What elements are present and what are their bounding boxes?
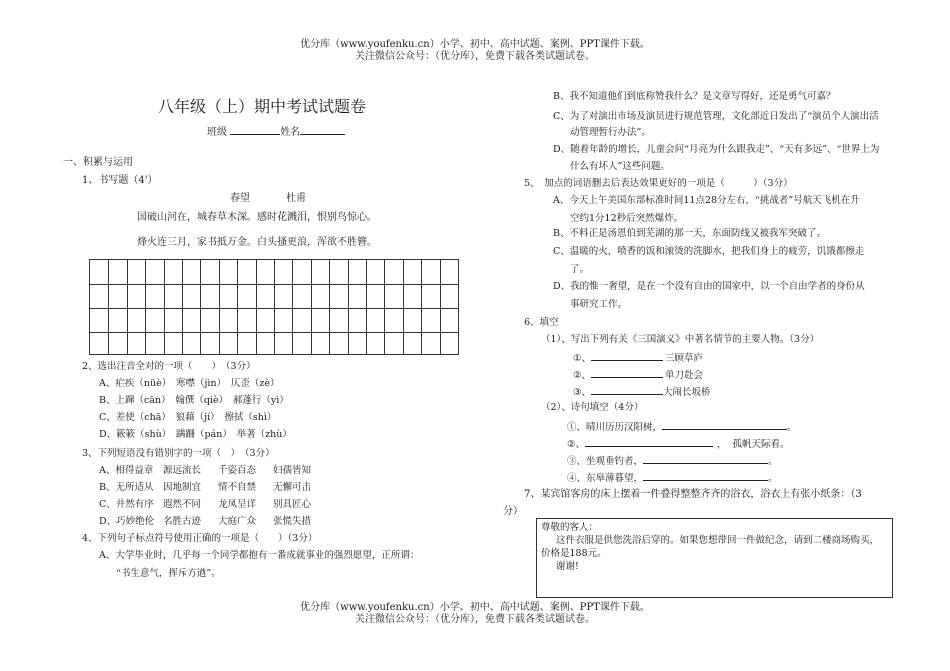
grid-column-line (256, 260, 257, 354)
grid-column-line (274, 260, 275, 354)
q6-part2-item-2: ②、 ， 孤帆天际看。 (567, 436, 790, 451)
grid-column-line (311, 260, 312, 354)
grid-column-line (329, 260, 330, 354)
class-name-line (207, 124, 345, 140)
q5-option-a-line-1: A、今天上午美国东部标准时间11点28分左右，“挑战者”号航天飞机在升 (553, 195, 860, 206)
q6-part2-item-3: ③、坐观垂钓者， 。 (567, 453, 778, 468)
grid-column-line (200, 260, 201, 354)
q5-option-c-line-1: C、温暖的火，喷香的饭和滚烫的洗脚水，把我们身上的疲劳，饥饿都擦走 (553, 246, 865, 257)
grid-column-line (219, 260, 220, 354)
q3-row-c-3: 龙凤呈详 (218, 499, 257, 510)
q3-row-d-1: D、巧妙绝伦 (99, 516, 155, 527)
q4-option-d-line-1: D、随着年龄的增长，儿童会问“月亮为什么跟我走”、“天有多远”、“世界上为 (553, 144, 880, 155)
header-line-2: 关注微信公众号：（优分库），免费下载各类试题试卷。 (355, 51, 595, 62)
grid-column-line (108, 260, 109, 354)
notice-greeting: 尊敬的客人： (541, 522, 599, 533)
footer-line-2: 关注微信公众号：（优分库），免费下载各类试题试卷。 (355, 614, 595, 625)
q6-part2-item-4: ④、东皋薄暮望， 。 (567, 470, 778, 485)
exam-title: 八年级（上）期中考试试题卷 (158, 97, 367, 116)
q6-title: 6、填空 (524, 317, 559, 328)
poem-line-2: 烽火连三月，家书抵万金。白头搔更浪，浑欲不胜簪。 (137, 237, 377, 248)
q4-option-d-line-2: 什么有坏人”这些问题。 (570, 161, 670, 172)
q2-option-d: D、簌簌（shù） 蹒跚（pán） 举著（zhù） (99, 429, 292, 440)
q3-row-d-4: 张慌失措 (273, 516, 312, 527)
q3-row-a-2: 源远流长 (163, 465, 202, 476)
q2-option-a: A、疟疾（nüè） 寒噤（jìn） 仄歪（zè） (99, 378, 280, 389)
q6-part2-title: （2）、诗句填空（4分） (541, 402, 644, 413)
q5-option-a-line-2: 空约1分12秒后突然爆炸。 (570, 213, 684, 224)
q6-part2-item-1: ①、晴川历历汉阳树， 。 (567, 419, 797, 434)
footer-line-1: 优分库（www.youfenku.cn）小学、初中、高中试题、案例、PPT课件下载。 (300, 602, 650, 613)
grid-column-line (384, 260, 385, 354)
q3-title: 3、下列短语没有错别字的一项（ ） （3分） (82, 448, 275, 459)
notice-body-1: 这件衣服是供您洗浴后穿的。如果您想带回一件做纪念，请到二楼商场购买， (556, 535, 880, 546)
section-1-heading: 一、积累与运用 (63, 157, 133, 168)
q6-part1-item-1: ①、 三顾草庐 (573, 350, 703, 365)
q4-option-c-line-1: C、为了对演出市场及演员进行规范管理，文化部近日发出了“演员个人演出活 (553, 111, 879, 122)
q3-row-c-2: 遐然不同 (163, 499, 202, 510)
q2-option-b: B、上蹿（cān） 翰僎（qiè） 郝蓬行（yì） (99, 395, 289, 406)
q5-option-d-line-2: 事研究工作。 (570, 299, 628, 310)
q3-row-d-2: 名胜古迹 (163, 516, 202, 527)
q3-row-b-2: 因地制宜 (163, 482, 202, 493)
poem-line-1: 国破山河在，城春草木深。感时花溅泪，恨别鸟惊心。 (137, 212, 377, 223)
q3-row-a-4: 妇孺皆知 (273, 465, 312, 476)
grid-column-line (440, 260, 441, 354)
answer-blank[interactable] (591, 350, 663, 361)
q6-part1-item-2: ②、 单刀赴会 (573, 367, 703, 382)
q5-option-b: B、不料正是汤恩伯到芜湖的那一天，东面防线又被我军突破了。 (553, 228, 826, 239)
grid-column-line (366, 260, 367, 354)
notice-body-2: 价格是188元。 (541, 548, 607, 559)
grid-column-line (403, 260, 404, 354)
answer-blank[interactable] (643, 453, 768, 464)
q7-line-2: 分） (503, 506, 523, 517)
q4-title: 4、下列句子标点符号使用正确的一项是（ ）（3分） (82, 533, 318, 544)
poem-title: 春望 (230, 193, 250, 204)
q3-row-b-1: B、无所适从 (99, 482, 154, 493)
grid-column-line (292, 260, 293, 354)
grid-column-line (348, 260, 349, 354)
answer-blank[interactable] (643, 470, 768, 481)
grid-column-line (145, 260, 146, 354)
q3-row-c-4: 别具匠心 (273, 499, 312, 510)
q3-row-b-3: 情不自禁 (218, 482, 257, 493)
q3-row-a-1: A、相得益章 (99, 465, 154, 476)
q7-line-1: 7、某宾馆客房的床上摆着一件叠得整整齐齐的浴衣，浴衣上有张小纸条：（3 (524, 489, 862, 500)
q2-option-c: C、差使（chā） 狼藉（jí） 擦拭（shì） (99, 412, 277, 423)
answer-blank[interactable] (662, 419, 787, 430)
answer-blank[interactable] (585, 436, 713, 447)
q4-option-a-line-2: “书生意气，挥斥方遒”。 (116, 568, 221, 579)
grid-column-line (182, 260, 183, 354)
name-blank (300, 124, 345, 135)
name-label: 姓名 (280, 127, 301, 138)
grid-column-line (127, 260, 128, 354)
notice-thanks: 谢谢! (556, 561, 579, 572)
q5-option-c-line-2: 了。 (570, 264, 590, 275)
grid-column-line (421, 260, 422, 354)
q5-option-d-line-1: D、我的惟一奢望，是在一个没有自由的国家中，以一个自由学者的身份从 (553, 281, 865, 292)
header-line-1: 优分库（www.youfenku.cn）小学、初中、高中试题、案例、PPT课件下载。 (300, 39, 650, 50)
q4-option-a-line-1: A、大学毕业时，几乎每一个同学都抱有一番成就事业的强烈愿望，正所谓： (99, 550, 420, 561)
q5-title: 5、 加点的词语删去后表达效果更好的一项是（ ）（3分） (524, 178, 793, 189)
q3-row-c-1: C、井然有序 (99, 499, 154, 510)
writing-grid (89, 259, 459, 355)
q3-row-a-3: 千姿百态 (218, 465, 257, 476)
poem-author: 杜甫 (286, 193, 306, 204)
q3-row-d-3: 大庭广众 (218, 516, 257, 527)
q1-title: 1、书写题（4'） (82, 175, 158, 186)
q6-part1-item-3: ③、 大闹长坂桥 (573, 384, 711, 399)
q4-option-b: B、我不知道他们到底称赞我什么？是文章写得好，还是勇气可嘉？ (553, 91, 836, 102)
q6-part1-title: （1）、写出下列有关《三国演义》中著名情节的主要人物。（3分） (541, 334, 820, 345)
class-blank (230, 124, 280, 135)
grid-column-line (237, 260, 238, 354)
q2-title: 2、选出注音全对的一项（ ） （3分） (82, 361, 256, 372)
answer-blank[interactable] (591, 367, 663, 378)
q4-option-c-line-2: 动管理暂行办法”。 (570, 127, 651, 138)
class-label: 班级 (207, 127, 227, 138)
grid-column-line (164, 260, 165, 354)
q3-row-b-4: 无懈可击 (273, 482, 312, 493)
answer-blank[interactable] (591, 384, 663, 395)
